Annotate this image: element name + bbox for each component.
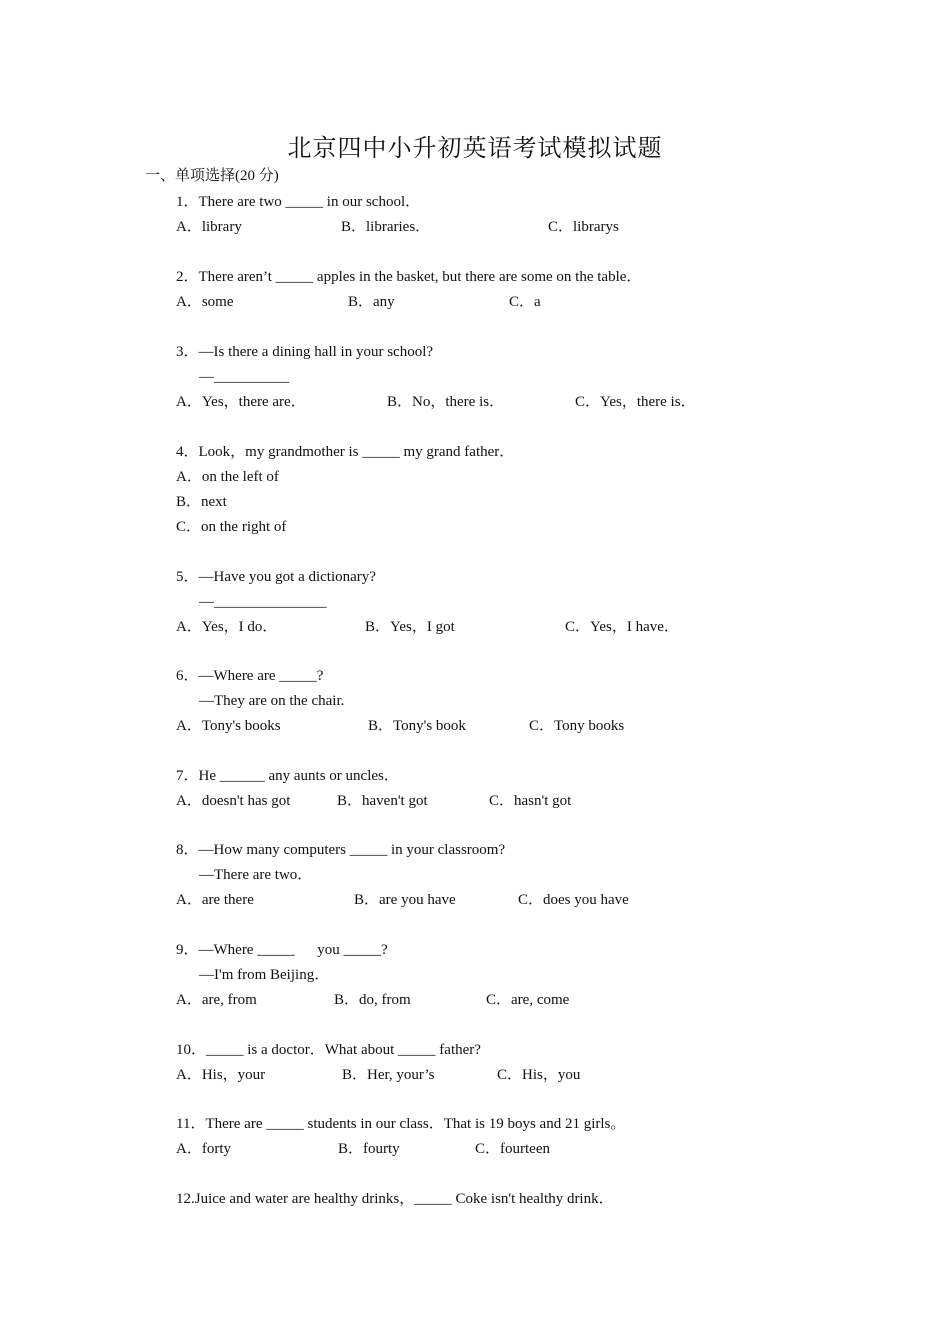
question-7-stem: 7．He ______ any aunts or uncles． <box>176 768 399 784</box>
question-8-reply: —There are two． <box>199 867 313 883</box>
question-10-stem: 10．_____ is a doctor．What about _____ father? <box>176 1042 481 1058</box>
question-10-option-c: C．His，you <box>497 1067 581 1083</box>
question-3-stem: 3．—Is there a dining hall in your school? <box>176 344 434 360</box>
question-4-option-c: C．on the right of <box>176 519 287 535</box>
question-11-option-c: C．fourteen <box>475 1141 550 1157</box>
question-12-stem: 12.Juice and water are healthy drinks，_____ Coke isn't healthy drink． <box>176 1191 614 1207</box>
question-1-option-c: C．librarys <box>548 219 619 235</box>
question-9-reply: —I'm from Beijing． <box>199 967 330 983</box>
question-9-option-b: B．do, from <box>334 992 411 1008</box>
question-11-stem: 11．There are _____ students in our class．That is 19 boys and 21 girls。 <box>176 1116 626 1132</box>
question-4-option-b: B．next <box>176 494 227 510</box>
question-7-option-b: B．haven't got <box>337 793 428 809</box>
page-title: 北京四中小升初英语考试模拟试题 <box>287 134 663 163</box>
question-7-option-a: A．doesn't has got <box>176 793 291 809</box>
question-8-option-a: A．are there <box>176 892 254 908</box>
question-3-option-b: B．No，there is． <box>387 394 505 410</box>
question-3-reply: —__________ <box>199 369 289 385</box>
question-8-stem: 8．—How many computers _____ in your classroom? <box>176 842 506 858</box>
question-2-stem: 2．There aren’t _____ apples in the basket, but there are some on the table． <box>176 269 642 285</box>
question-11-option-b: B．fourty <box>338 1141 400 1157</box>
question-10-option-b: B．Her, your’s <box>342 1067 435 1083</box>
section-heading: 一、单项选择(20 分) <box>145 168 279 184</box>
question-6-option-a: A．Tony's books <box>176 718 281 734</box>
question-5-option-b: B．Yes，I got <box>365 619 455 635</box>
question-1-stem: 1．There are two _____ in our school． <box>176 194 421 210</box>
question-5-stem: 5．—Have you got a dictionary? <box>176 569 376 585</box>
question-8-option-b: B．are you have <box>354 892 456 908</box>
question-1-option-a: A．library <box>176 219 242 235</box>
question-9-stem: 9．—Where _____ you _____? <box>176 942 388 958</box>
question-6-option-c: C．Tony books <box>529 718 625 734</box>
question-5-reply: —_______________ <box>199 594 327 610</box>
question-2-option-a: A．some <box>176 294 234 310</box>
question-5-option-a: A．Yes，I do． <box>176 619 278 635</box>
question-6-option-b: B．Tony's book <box>368 718 466 734</box>
question-1-option-b: B．libraries． <box>341 219 431 235</box>
question-4-option-a: A．on the left of <box>176 469 279 485</box>
question-5-option-c: C．Yes，I have． <box>565 619 679 635</box>
question-3-option-c: C．Yes，there is． <box>575 394 696 410</box>
question-9-option-a: A．are, from <box>176 992 257 1008</box>
question-6-reply: —They are on the chair. <box>199 693 345 709</box>
question-2-option-b: B．any <box>348 294 395 310</box>
question-3-option-a: A．Yes，there are． <box>176 394 306 410</box>
question-7-option-c: C．hasn't got <box>489 793 572 809</box>
question-9-option-c: C．are, come <box>486 992 570 1008</box>
question-8-option-c: C．does you have <box>518 892 629 908</box>
question-4-stem: 4．Look，my grandmother is _____ my grand father． <box>176 444 515 460</box>
question-10-option-a: A．His，your <box>176 1067 266 1083</box>
question-11-option-a: A．forty <box>176 1141 231 1157</box>
question-2-option-c: C．a <box>509 294 541 310</box>
question-6-stem: 6．—Where are _____? <box>176 668 324 684</box>
